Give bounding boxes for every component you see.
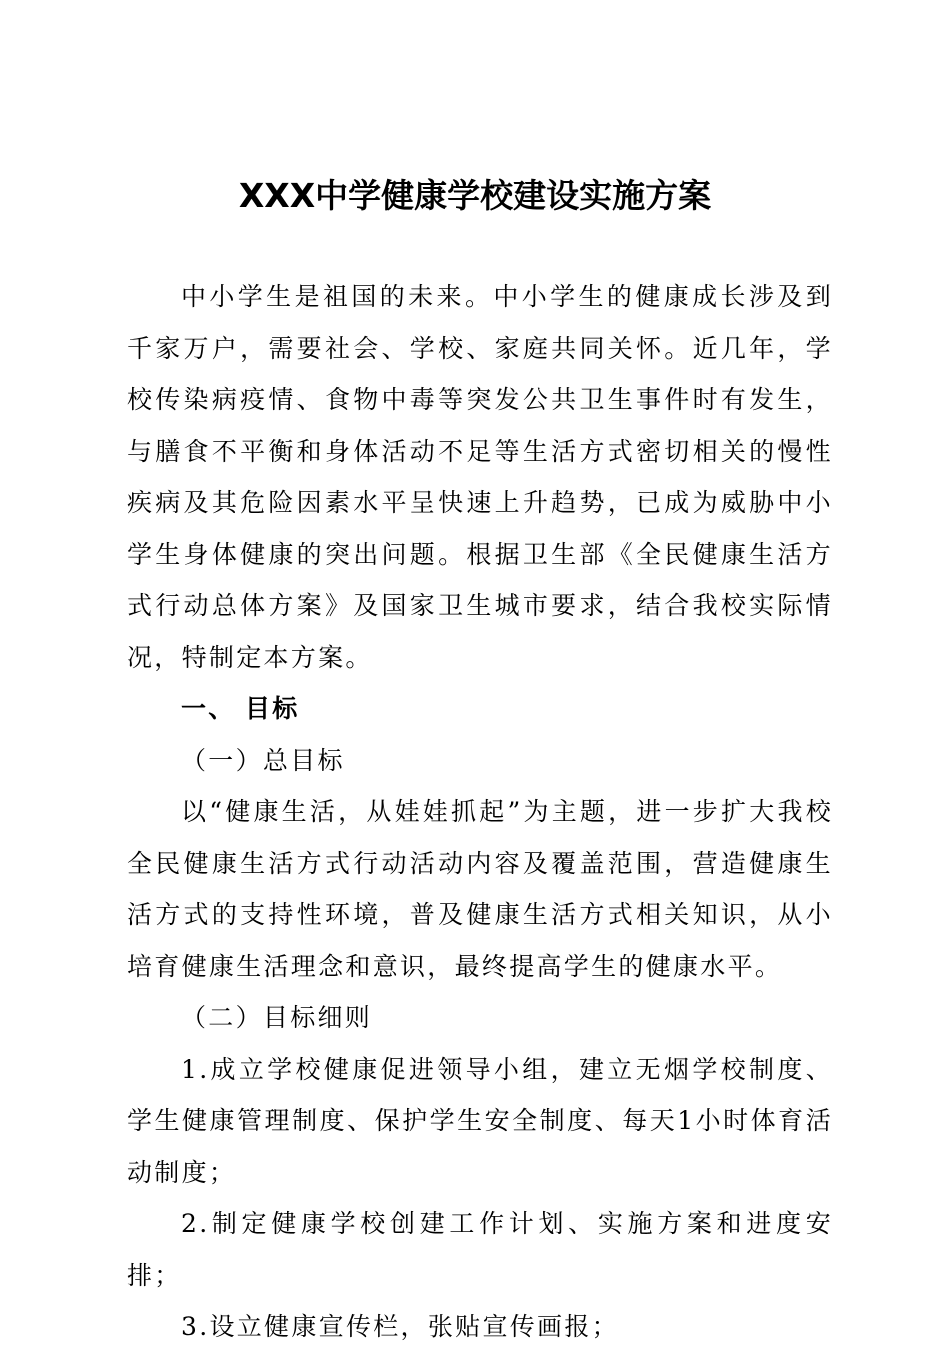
section-heading-label: 目标 bbox=[245, 694, 300, 723]
goal-detail-item: 1.成立学校健康促进领导小组，建立无烟学校制度、学生健康管理制度、保护学生安全制度、每天1小时体育活动制度； bbox=[127, 1054, 833, 1187]
goal-detail-item: 2.制定健康学校创建工作计划、实施方案和进度安排； bbox=[127, 1209, 833, 1290]
section-number: 一、 bbox=[181, 694, 236, 723]
goal-detail-item: 3.设立健康宣传栏，张贴宣传画报； bbox=[181, 1312, 619, 1341]
overall-goal-paragraph: 以“健康生活，从娃娃抓起”为主题，进一步扩大我校全民健康生活方式行动活动内容及覆盖范围，营造健康生活方式的支持性环境，普及健康生活方式相关知识，从小培育健康生活理念和意识，最终提高学生的健康水平。 bbox=[127, 797, 833, 981]
document-title: XXX中学健康学校建设实施方案 bbox=[238, 176, 712, 215]
document-body bbox=[127, 271, 833, 1353]
subsection-heading-goal-details: （二）目标细则 bbox=[181, 1003, 373, 1032]
subsection-heading-overall-goal: （一）总目标 bbox=[181, 745, 345, 775]
intro-paragraph: 中小学生是祖国的未来。中小学生的健康成长涉及到千家万户，需要社会、学校、家庭共同关怀。近几年，学校传染病疫情、食物中毒等突发公共卫生事件时有发生，与膳食不平衡和身体活动不足等生活方式密切相关的慢性疾病及其危险因素水平呈快速上升趋势，已成为威胁中小学生身体健康的突出问题。根据卫生部《全民健康生活方式行动总体方案》及国家卫生城市要求，结合我校实际情况，特制定本方案。 bbox=[127, 282, 833, 672]
section-heading-goals bbox=[127, 683, 833, 735]
